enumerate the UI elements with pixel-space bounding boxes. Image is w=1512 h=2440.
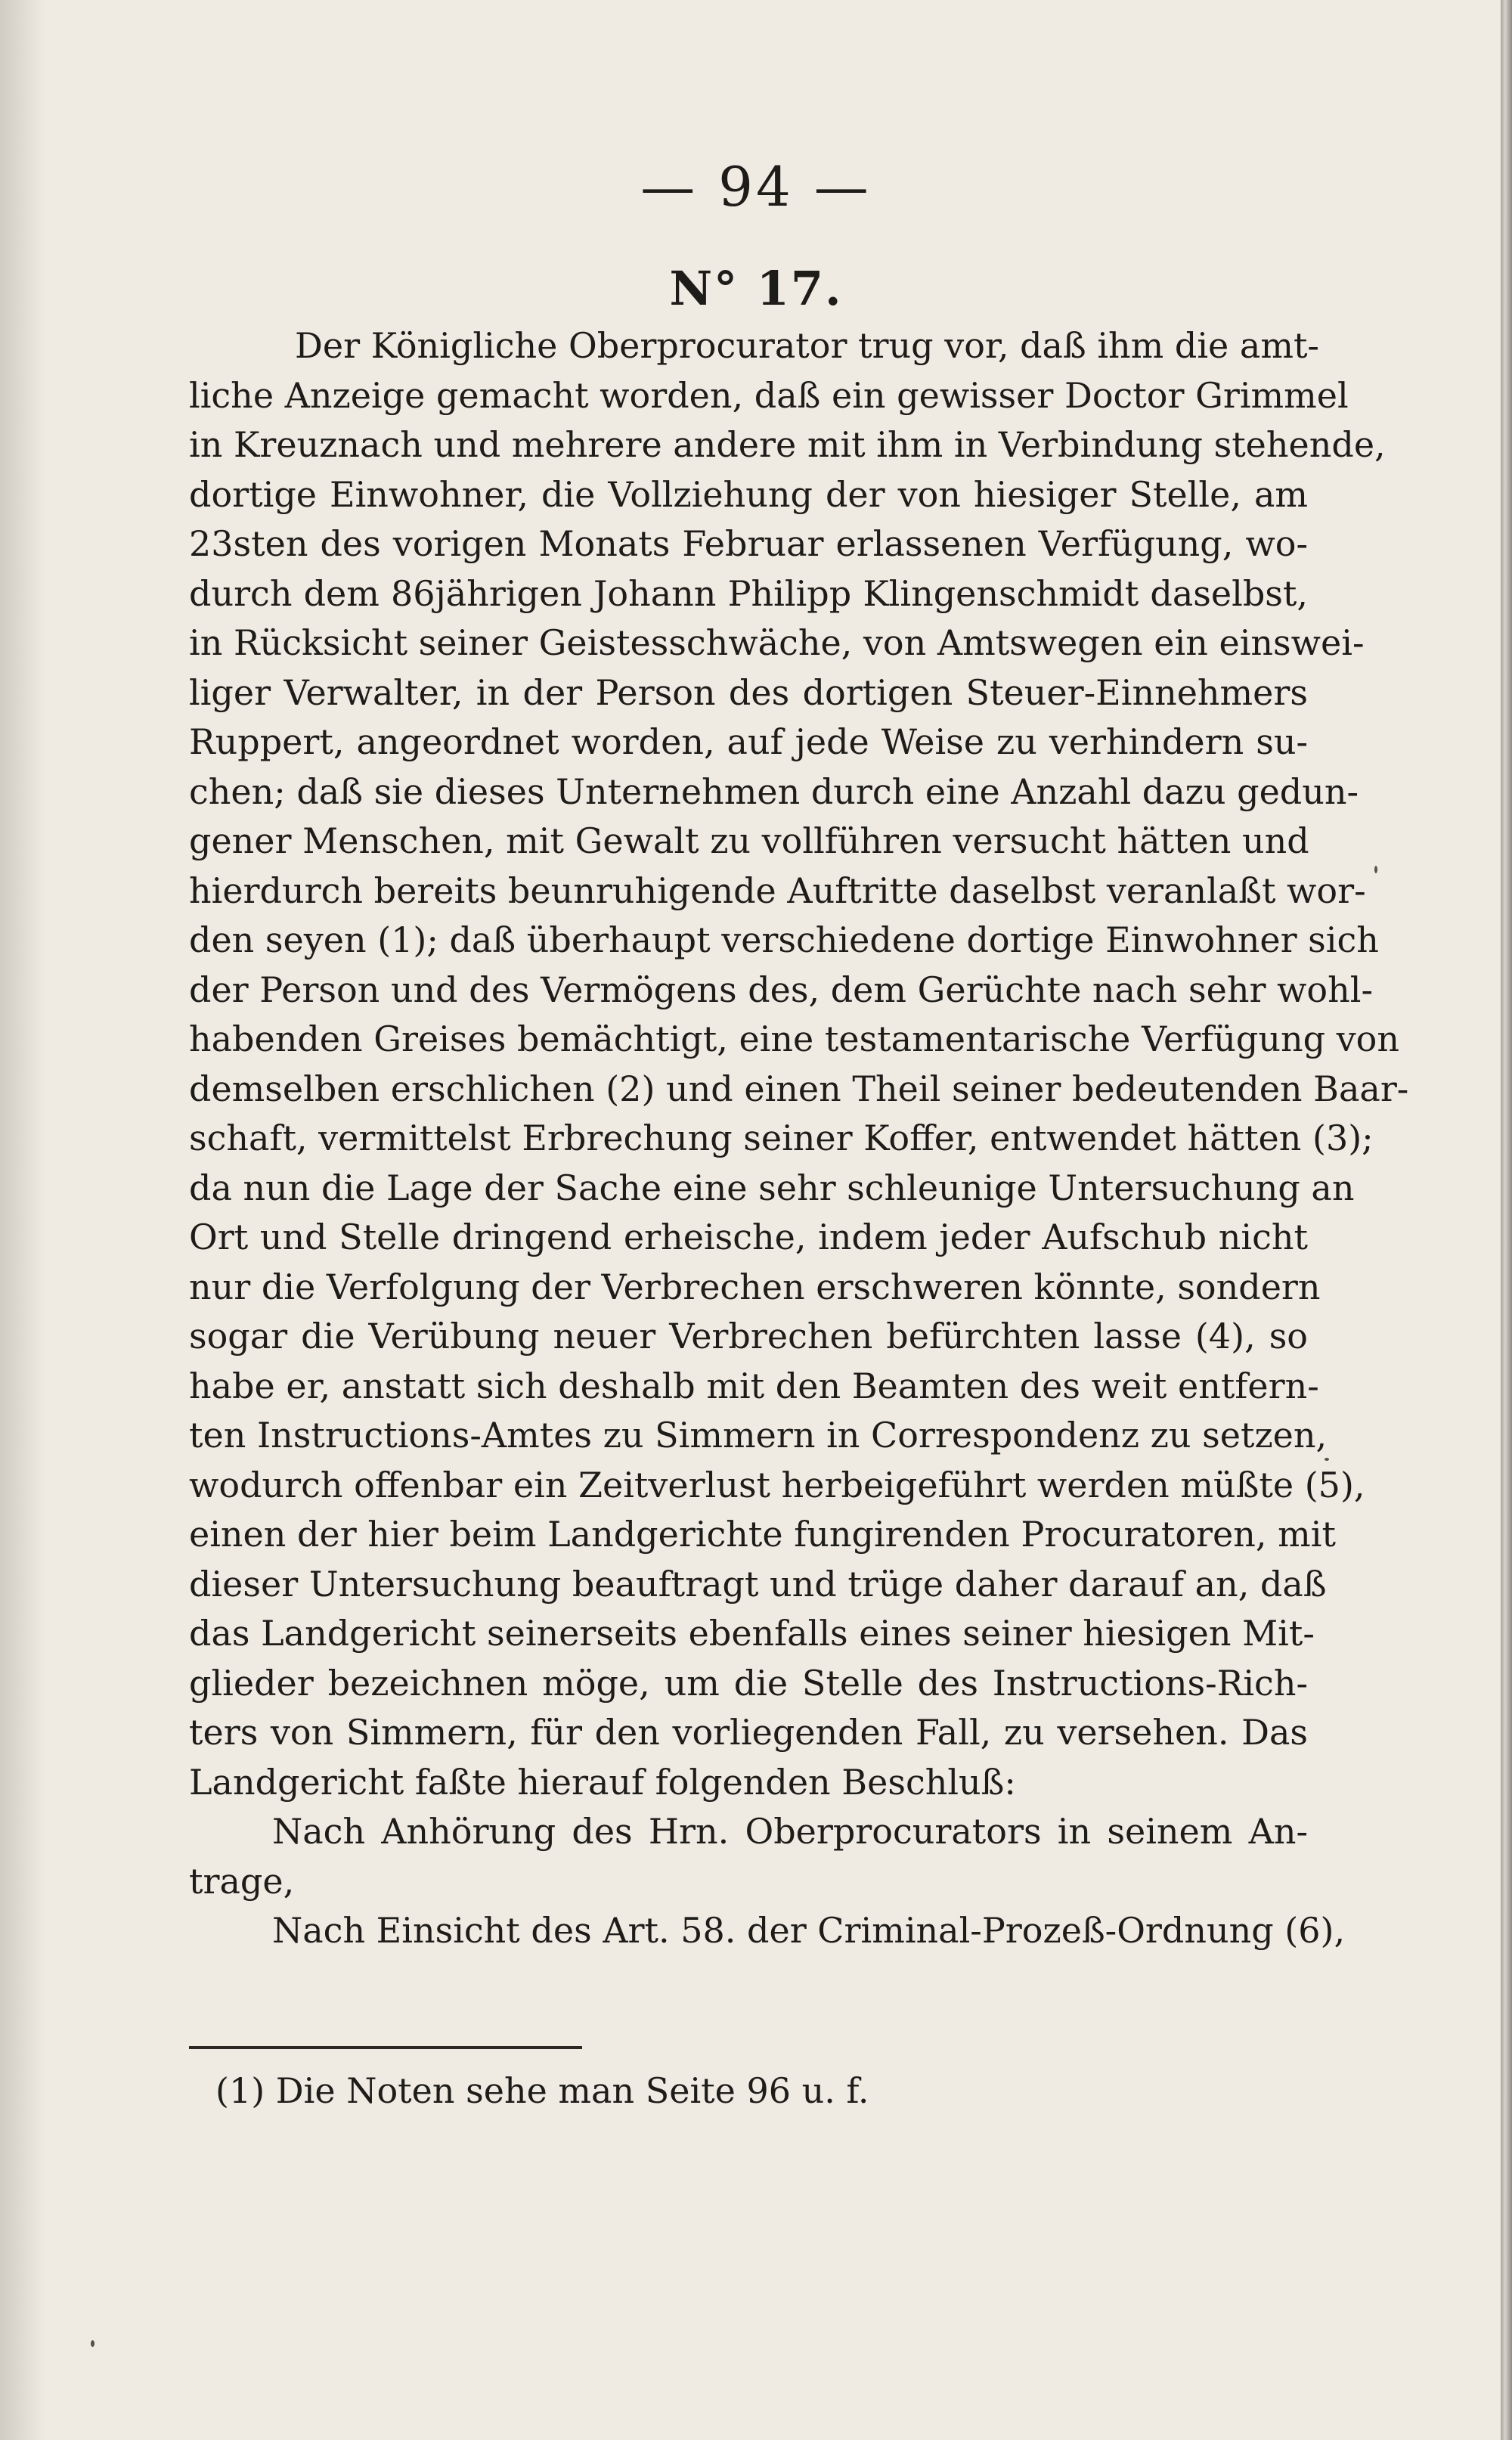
paper-speck (1325, 1458, 1329, 1461)
text-line: sogar die Verübung neuer Verbrechen befürchten lasse (4), so (189, 1316, 1308, 1356)
text-line: habenden Greises bemächtigt, eine testamentarische Verfügung von (189, 1018, 1399, 1059)
page-number: — 94 — (640, 155, 872, 219)
text-line: in Rücksicht seiner Geistesschwäche, von Amtswegen ein einswei- (189, 622, 1365, 663)
entry-number: N° 17. (669, 261, 843, 316)
text-line: Landgericht faßte hierauf folgenden Beschluß: (189, 1761, 1016, 1803)
text-line: da nun die Lage der Sache eine sehr schleunige Untersuchung an (189, 1167, 1355, 1208)
clause-line: trage, (189, 1860, 295, 1902)
text-line: schaft, vermittelst Erbrechung seiner Koffer, entwendet hätten (3); (189, 1118, 1374, 1158)
footnote-rule (189, 2046, 582, 2049)
text-line: dortige Einwohner, die Vollziehung der von hiesiger Stelle, am (189, 473, 1308, 515)
text-line: Ort und Stelle dringend erheische, indem jeder Aufschub nicht (189, 1217, 1308, 1257)
text-line: Der Königliche Oberprocurator trug vor, daß ihm die amt- (295, 325, 1319, 366)
text-line: der Person und des Vermögens des, dem Gerüchte nach sehr wohl- (189, 969, 1373, 1010)
text-line: den seyen (1); daß überhaupt verschiedene dortige Einwohner sich (189, 919, 1379, 960)
text-line: Ruppert, angeordnet worden, auf jede Weise zu verhindern su- (189, 721, 1308, 762)
text-line: demselben erschlichen (2) und einen Theil seiner bedeutenden Baar- (189, 1068, 1409, 1109)
paper-speck (1374, 866, 1377, 873)
footnote: (1) Die Noten sehe man Seite 96 u. f. (215, 2070, 869, 2111)
text-line: 23sten des vorigen Monats Februar erlassenen Verfügung, wo- (189, 523, 1308, 564)
text-line: ters von Simmern, für den vorliegenden Fall, zu versehen. Das (189, 1712, 1308, 1753)
text-line: einen der hier beim Landgerichte fungirenden Procuratoren, mit (189, 1514, 1336, 1555)
gutter-shadow (0, 0, 45, 2440)
clause-line: Nach Einsicht des Art. 58. der Criminal-Prozeß-Ordnung (6), (272, 1910, 1346, 1951)
main-paragraph (189, 321, 1409, 1956)
text-line: glieder bezeichnen möge, um die Stelle des Instructions-Rich- (189, 1662, 1308, 1704)
text-line: dieser Untersuchung beauftragt und trüge daher darauf an, daß (189, 1563, 1327, 1604)
text-line: nur die Verfolgung der Verbrechen erschweren könnte, sondern (189, 1266, 1321, 1307)
text-line: das Landgericht seinerseits ebenfalls eines seiner hiesigen Mit- (189, 1613, 1315, 1654)
text-line: habe er, anstatt sich deshalb mit den Beamten des weit entfern- (189, 1365, 1319, 1406)
text-line: liche Anzeige gemacht worden, daß ein gewisser Doctor Grimmel (189, 374, 1349, 416)
text-line: chen; daß sie dieses Unternehmen durch eine Anzahl dazu gedun- (189, 770, 1359, 812)
text-line: ten Instructions-Amtes zu Simmern in Correspondenz zu setzen, (189, 1415, 1328, 1456)
paper-speck (91, 2340, 94, 2347)
text-line: hierdurch bereits beunruhigende Auftritte daselbst veranlaßt wor- (189, 870, 1366, 911)
text-line: gener Menschen, mit Gewalt zu vollführen versucht hätten und (189, 820, 1309, 861)
page-edge (1501, 0, 1512, 2440)
text-line: liger Verwalter, in der Person des dortigen Steuer-Einnehmers (189, 671, 1308, 713)
text-line: in Kreuznach und mehrere andere mit ihm in Verbindung stehende, (189, 424, 1386, 465)
clause-line: Nach Anhörung des Hrn. Oberprocurators in seinem An- (272, 1811, 1308, 1852)
text-line: wodurch offenbar ein Zeitverlust herbeigeführt werden müßte (5), (189, 1464, 1365, 1505)
text-line: durch dem 86jährigen Johann Philipp Klingenschmidt daselbst, (189, 572, 1308, 614)
